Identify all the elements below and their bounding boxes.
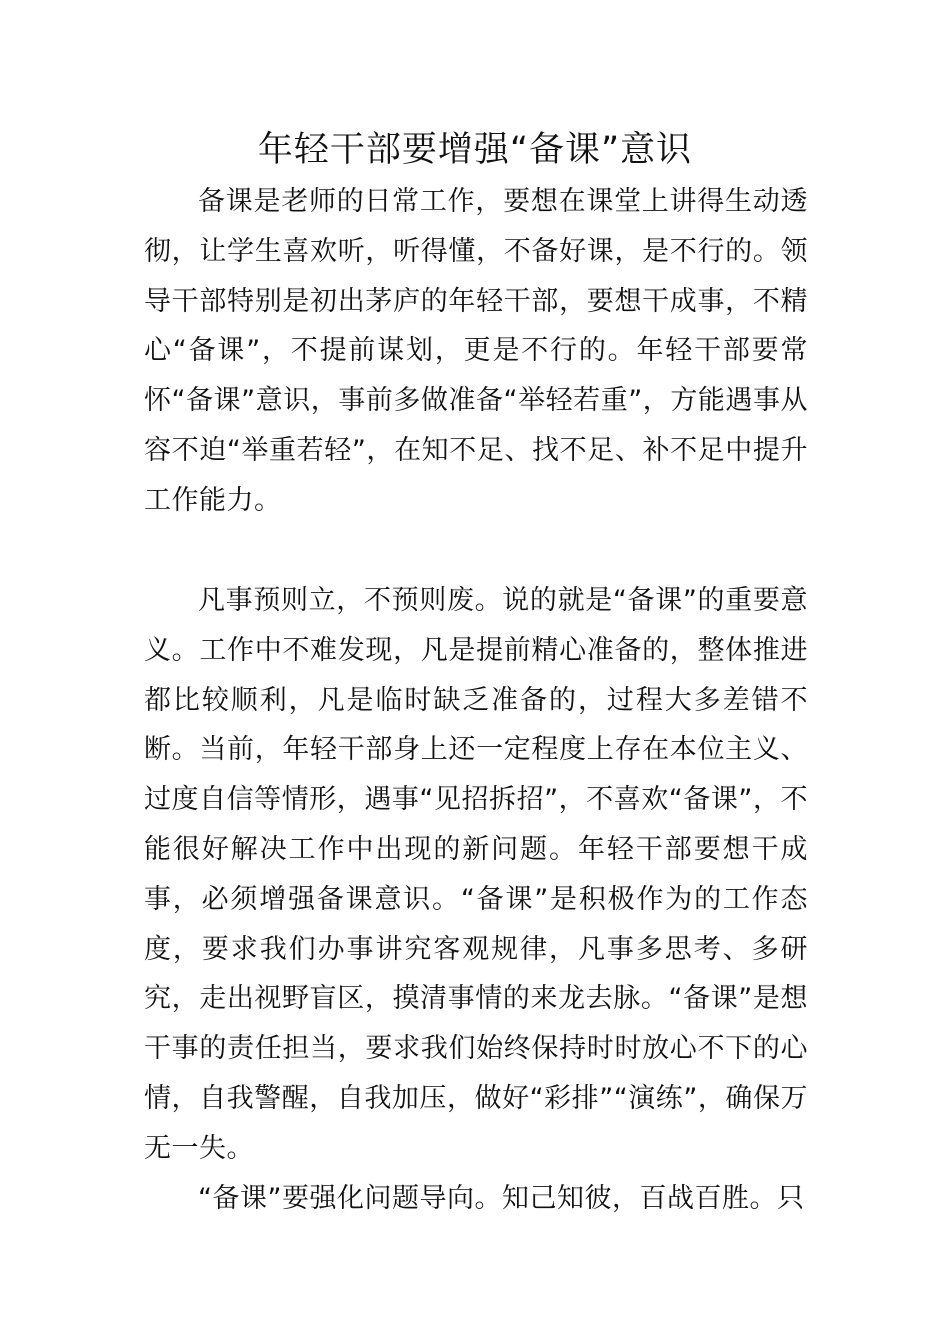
paragraph-1: 备课是老师的日常工作，要想在课堂上讲得生动透彻，让学生喜欢听，听得懂，不备好课，是不行的。领导干部特别是初出茅庐的年轻干部，要想干成事，不精心“备课”，不提前谋划，更是不行的。年轻干部要常怀“备课”意识，事前多做准备“举轻若重”，方能遇事从容不迫“举重若轻”，在知不足、找不足、补不足中提升工作能力。 (144, 186, 808, 516)
paragraph-2: 凡事预则立，不预则废。说的就是“备课”的重要意义。工作中不难发现，凡是提前精心准备的，整体推进都比较顺利，凡是临时缺乏准备的，过程大多差错不断。当前，年轻干部身上还一定程度上存在本位主义、过度自信等情形，遇事“见招拆招”，不喜欢“备课”，不能很好解决工作中出现的新问题。年轻干部要想干成事，必须增强备课意识。“备课”是积极作为的工作态度，要求我们办事讲究客观规律，凡事多思考、多研究，走出视野盲区，摸清事情的来龙去脉。“备课”是想干事的责任担当，要求我们始终保持时时放心不下的心情，自我警醒，自我加压，做好“彩排”“演练”，确保万无一失。 (144, 585, 808, 1164)
paragraph-3: “备课”要强化问题导向。知己知彼，百战百胜。只 (198, 1183, 805, 1214)
document-title: 年轻干部要增强“备课”意识 (257, 130, 693, 170)
